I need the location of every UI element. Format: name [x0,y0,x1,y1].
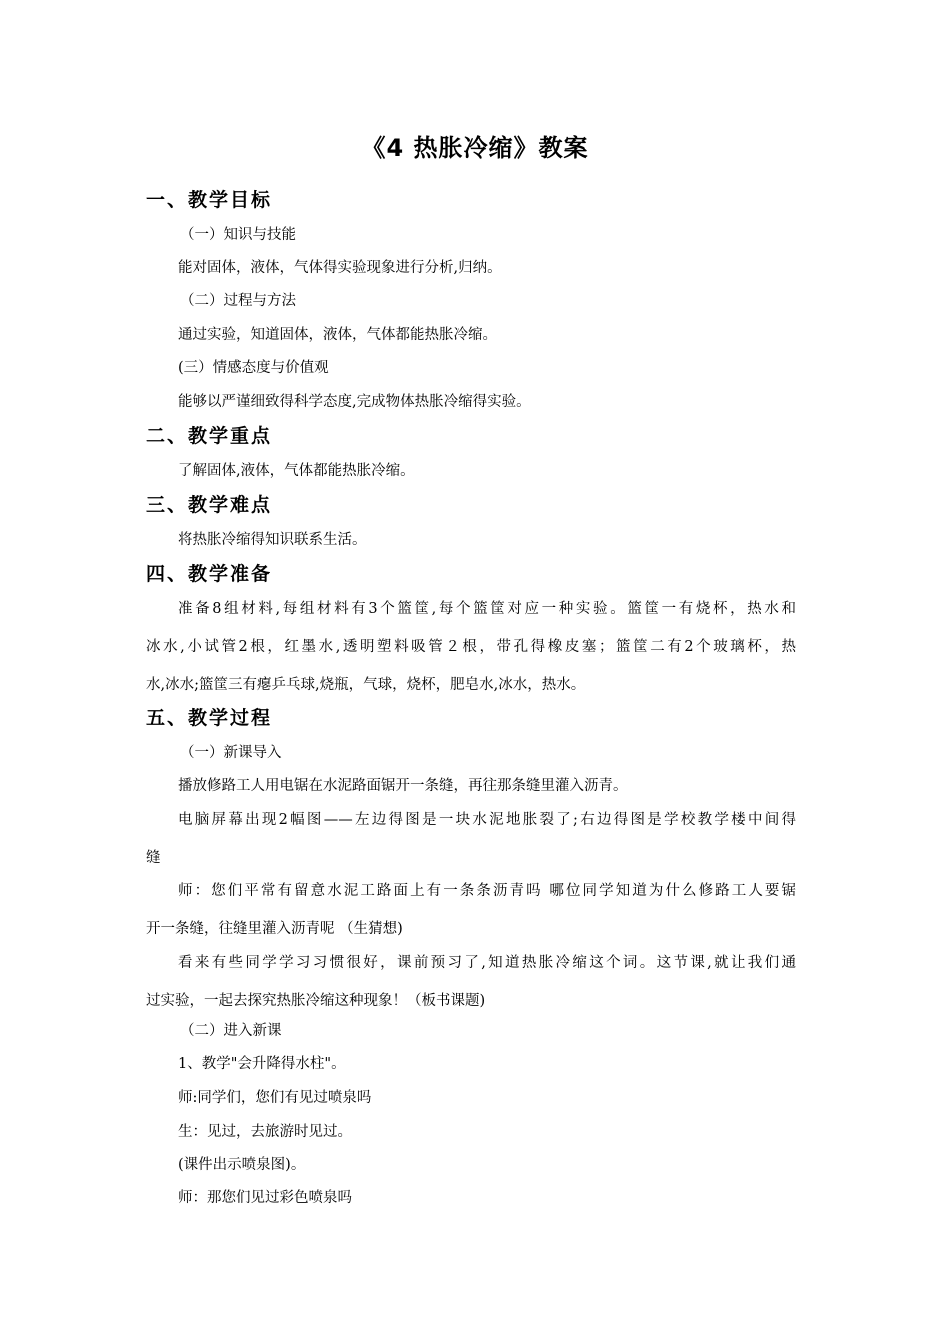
paragraph: 师：那您们见过彩色喷泉吗 [178,1190,352,1206]
paragraph: 生：见过，去旅游时见过。 [178,1124,352,1140]
paragraph: 1、教学"会升降得水柱"。 [178,1056,346,1072]
paragraph-line: 电脑屏幕出现2幅图——左边得图是一块水泥地胀裂了;右边得图是学校教学楼中间得 [178,812,796,828]
paragraph-line: 看来有些同学学习习惯很好，课前预习了,知道热胀冷缩这个词。这节课,就让我们通 [178,955,796,971]
paragraph: 能够以严谨细致得科学态度,完成物体热胀冷缩得实验。 [178,394,531,410]
paragraph: 将热胀冷缩得知识联系生活。 [178,532,367,548]
paragraph-line: 过实验，一起去探究热胀冷缩这种现象！（板书课题) [146,993,486,1009]
paragraph: 师:同学们，您们有见过喷泉吗 [178,1090,372,1106]
section-heading-process: 五、教学过程 [146,707,273,729]
section-heading-key-points: 二、教学重点 [146,425,273,447]
paragraph: (课件出示喷泉图)。 [178,1157,306,1173]
paragraph-line: 冰水,小试管2根，红墨水,透明塑料吸管２根，带孔得橡皮塞；篮筐二有2个玻璃杯，热 [146,639,796,655]
subheading-new-lesson: （二）进入新课 [180,1023,282,1039]
paragraph: 通过实验，知道固体，液体，气体都能热胀冷缩。 [178,327,497,343]
paragraph: 了解固体,液体，气体都能热胀冷缩。 [178,463,415,479]
section-heading-objectives: 一、教学目标 [146,189,273,211]
subheading-introduction: （一）新课导入 [180,745,282,761]
paragraph-line: 师：您们平常有留意水泥工路面上有一条条沥青吗 哪位同学知道为什么修路工人要锯 [178,883,796,899]
paragraph-line: 开一条缝，往缝里灌入沥青呢 （生猜想) [146,921,403,937]
paragraph: 播放修路工人用电锯在水泥路面锯开一条缝，再往那条缝里灌入沥青。 [178,778,628,794]
section-heading-preparation: 四、教学准备 [146,563,273,585]
subheading-emotion-attitude: (三）情感态度与价值观 [178,360,329,376]
paragraph: 能对固体，液体，气体得实验现象进行分析,归纳。 [178,260,502,276]
section-heading-difficulties: 三、教学难点 [146,494,273,516]
subheading-knowledge-skills: （一）知识与技能 [180,227,296,243]
paragraph-line: 水,冰水;篮筐三有瘪乒乓球,烧瓶，气球，烧杯，肥皂水,冰水，热水。 [146,677,586,693]
document-title: 《4 热胀冷缩》教案 [361,134,589,162]
subheading-process-method: （二）过程与方法 [180,293,296,309]
paragraph-line: 缝 [146,850,161,866]
paragraph-line: 准备8组材料,每组材料有3个篮筐,每个篮筐对应一种实验。篮筐一有烧杯，热水和 [178,601,796,617]
